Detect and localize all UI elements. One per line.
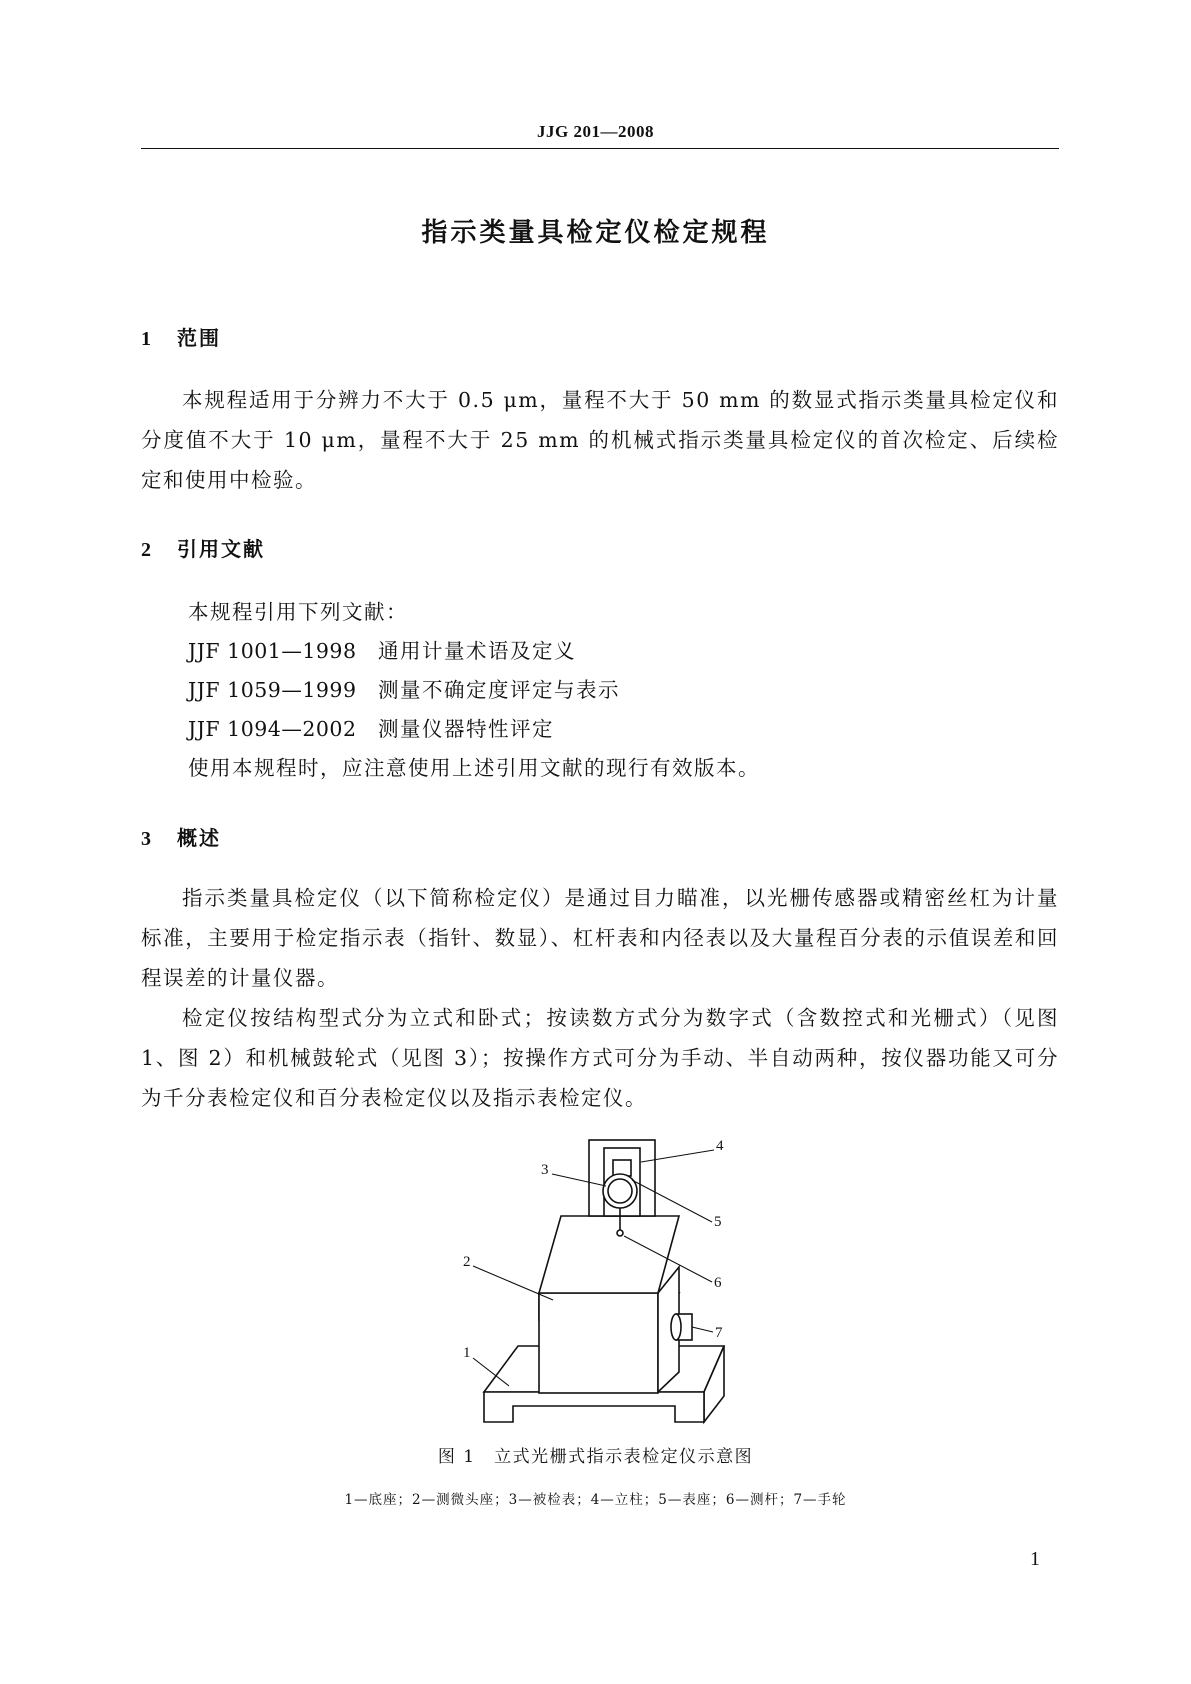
section-3-paragraph: 检定仪按结构型式分为立式和卧式；按读数方式分为数字式（含数控式和光栅式）（见图 1、图 2）和机械鼓轮式（见图 3）；按操作方式可分为手动、半自动两种，按仪器功能又可分为千分表检定仪和百分表检定仪以及指示表检定仪。 [141, 1006, 1059, 1110]
block-top-face [539, 1216, 679, 1293]
section-number: 1 [141, 328, 151, 350]
label-1: 1 [463, 1345, 471, 1361]
reference-title: 通用计量术语及定义 [378, 639, 576, 663]
document-code: JJG 201—2008 [537, 122, 654, 141]
references-intro: 本规程引用下列文献： [188, 600, 408, 624]
section-title: 概述 [177, 826, 221, 850]
figure-legend: 1—底座；2—测微头座；3—被检表；4—立柱；5—表座；6—测杆；7—手轮 [344, 1492, 847, 1508]
block-front [539, 1293, 658, 1393]
section-title: 引用文献 [177, 537, 265, 561]
document-title: 指示类量具检定仪检定规程 [421, 218, 770, 248]
section-1-paragraph: 本规程适用于分辨力不大于 0.5 μm，量程不大于 50 mm 的数显式指示类量具检定仪和分度值不大于 10 μm，量程不大于 25 mm 的机械式指示类量具检定仪的首次检定、后续检定和使用中检验。 [141, 388, 1059, 492]
base-front [484, 1392, 704, 1422]
indicator-dial-inner [608, 1179, 632, 1203]
leader-2 [473, 1266, 553, 1300]
label-2: 2 [463, 1254, 471, 1270]
label-3: 3 [541, 1162, 549, 1178]
reference-title: 测量不确定度评定与表示 [378, 678, 620, 702]
label-7: 7 [715, 1325, 723, 1341]
section-number: 2 [141, 539, 151, 561]
section-3-paragraph: 指示类量具检定仪（以下简称检定仪）是通过目力瞄准，以光栅传感器或精密丝杠为计量标准，主要用于检定指示表（指针、数显）、杠杆表和内径表以及大量程百分表的示值误差和回程误差的计量仪器。 [141, 886, 1059, 990]
handwheel-face [671, 1314, 681, 1340]
section-title: 范围 [177, 326, 221, 350]
reference-code: JJF 1059—1999 [188, 678, 357, 702]
reference-code: JJF 1094—2002 [188, 717, 357, 741]
label-5: 5 [714, 1214, 722, 1230]
reference-code: JJF 1001—1998 [188, 639, 357, 663]
references-note: 使用本规程时，应注意使用上述引用文献的现行有效版本。 [188, 756, 760, 780]
figure-caption: 图 1 立式光栅式指示表检定仪示意图 [437, 1447, 754, 1467]
reference-title: 测量仪器特性评定 [378, 717, 554, 741]
indicator-tip [617, 1230, 623, 1236]
leader-7 [692, 1327, 713, 1332]
section-number: 3 [141, 828, 151, 850]
label-4: 4 [716, 1138, 724, 1154]
label-6: 6 [714, 1275, 722, 1291]
page-number: 1 [1030, 1548, 1040, 1570]
